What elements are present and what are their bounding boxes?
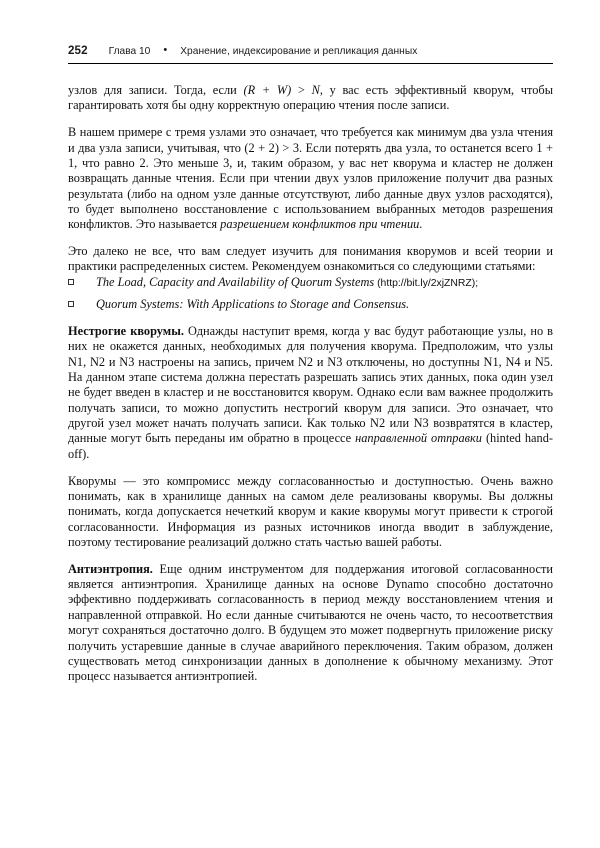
bibliography-title: Quorum Systems: With Applications to Storage and Consensus. (96, 296, 410, 311)
text-run-normal: Это далеко не все, что вам следует изучить для понимания кворумов и всей теории и практики распределенных систем. Рекомендуем ознакомиться со следующими статьями: (68, 244, 553, 274)
text-run-normal: (hinted hand-off). (68, 431, 553, 461)
text-run-normal: . (419, 217, 423, 232)
para-quorum-formula (68, 83, 553, 114)
text-run-italic: N (311, 83, 320, 97)
text-run-normal: , у вас есть эффективный кворум, чтобы гарантировать хотя бы одну корректную операцию чтения после записи. (68, 83, 553, 113)
para-sloppy-quorums (68, 324, 553, 462)
page-content (68, 44, 553, 685)
bibliography-url[interactable]: (http://bit.ly/2xjZNRZ); (374, 277, 479, 289)
hollow-square-bullet-icon (68, 279, 74, 285)
bibliography-list (68, 275, 553, 313)
text-run-normal: Кворумы — это компромисс между согласованностью и доступностью. Очень важно понимать, как в хранилище данных на самом деле реализованы кворумы. Вы должны понимать, когда допускается нечеткий кворум и какие кворумы могут привести к строгой согласованности. Информация из разных источников иногда вводит в заблуждение, поэтому тестирование реализаций должно стать частью вашей работы. (68, 473, 553, 549)
running-head (68, 44, 553, 62)
bibliography-title: The Load, Capacity and Availability of Quorum Systems (96, 274, 375, 289)
text-run-italic: разрешением конфликтов при чтении (220, 217, 420, 232)
text-run-italic: (R + W) (243, 83, 292, 97)
text-run-bold: Антиэнтропия. (68, 561, 153, 576)
text-run-bold: Нестрогие кворумы. (68, 323, 184, 338)
body-text (68, 83, 553, 685)
hollow-square-bullet-icon (68, 301, 74, 307)
bib-quorum-systems-applications (68, 297, 553, 313)
text-run-normal: > (291, 83, 312, 97)
bib-load-capacity-availability (68, 275, 553, 292)
text-run-normal: Однажды наступит время, когда у вас будут работающие узлы, но в них не окажется данных, необходимых для получения кворума. Предположим, что узлы N1, N2 и N3 настроены на запись, причем N2 и N3 отключены, но доступны N1, N4 и N5. На данном этапе система должна перестать разрешать запись этих данных, пока один узел не будет введен в кластер и не восстановится кворум. Однако если вам важнее продолжить получать записи, то можно допустить нестрогий кворум для записи. Это означает, что другой узел может начать получать записи. Как только N2 или N3 возвратятся в кластер, данные могут быть переданы им обратно в процессе (68, 323, 554, 446)
text-run-normal: В нашем примере с тремя узлами это означает, что требуется как минимум два узла чтения и два узла записи, учитывая, что (2 + 2) > 3. Если потерять два узла, то останется всего 1 + 1, что равно 2. Это меньше 3, и, таким образом, у вас нет кворума и кластер не должен возвращать данные чтения. Если при чтении двух узлов приложение получит два разных результата (либо на одном узле данные отсутствуют, либо данные двух узлов расходятся), то будет выполнено восстановление с использованием выбранных методов разрешения конфликтов. Это называется (68, 125, 553, 232)
chapter-label: Глава 10 (108, 46, 151, 57)
paragraph-group-after (68, 324, 553, 685)
header-rule (68, 63, 553, 64)
para-three-nodes-example (68, 125, 553, 232)
para-further-reading-intro (68, 244, 553, 275)
paragraph-group-before (68, 83, 553, 275)
para-quorums-tradeoff (68, 474, 553, 551)
text-run-italic: направленной отправки (355, 431, 482, 446)
text-run-normal: Еще одним инструментом для поддержания итоговой согласованности является антиэнтропия. Хранилище данных на основе Dynamo способно достаточно эффективно поддерживать согласованность в период между восстановлением чтения и направленной отправкой. Но если данные считываются не очень часто, то несоответствия могут сохраняться достаточно долго. В будущем это может подвергнуть приложение риску получить устаревшие данные в случае аварийного переключения. Таким образом, должен существовать метод синхронизации данных в дополнение к обычному механизму. Этот процесс называется антиэнтропией. (68, 561, 553, 684)
para-anti-entropy (68, 562, 553, 685)
bullet-separator-icon: • (163, 44, 168, 56)
page-number: 252 (68, 44, 88, 57)
chapter-title: Хранение, индексирование и репликация данных (180, 46, 418, 57)
text-run-normal: узлов для записи. Тогда, если (68, 83, 244, 97)
